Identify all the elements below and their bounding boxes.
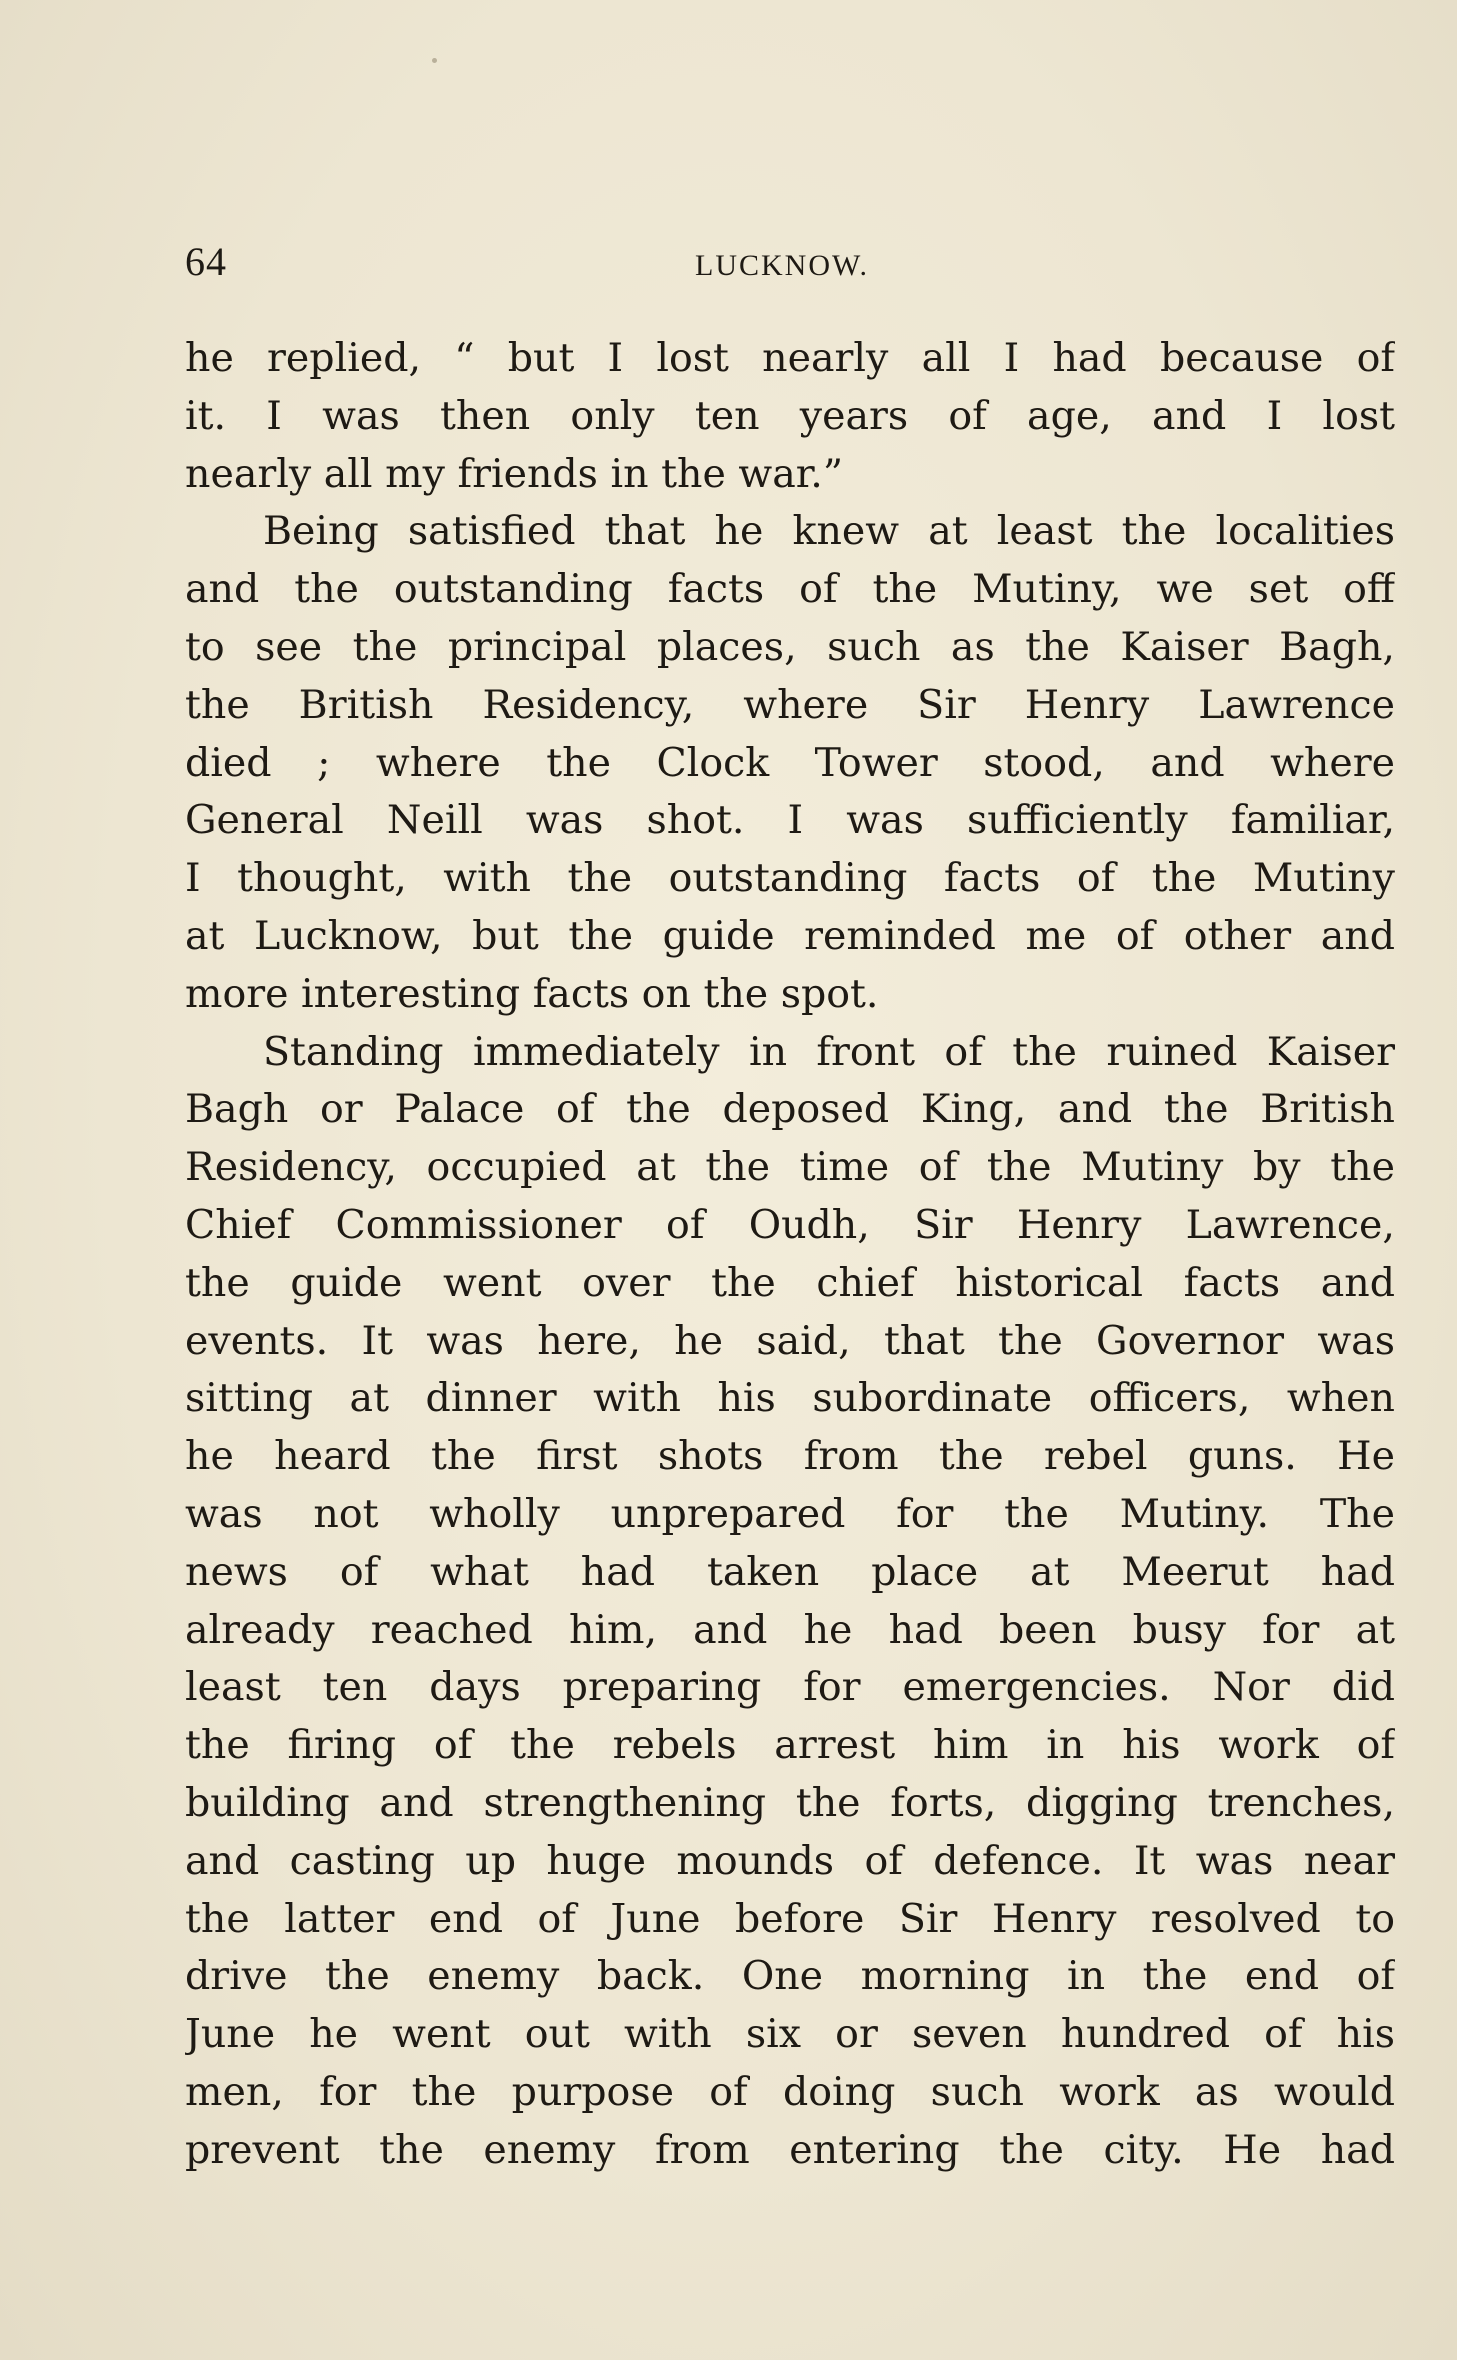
text-line: prevent the enemy from entering the city. He had: [185, 2126, 1395, 2173]
text-line: he heard the first shots from the rebel guns. He: [185, 1433, 1395, 1480]
body-text: [185, 330, 1395, 2180]
text-line: the firing of the rebels arrest him in his work of: [185, 1722, 1395, 1769]
text-line: events. It was here, he said, that the Governor was: [185, 1317, 1395, 1364]
text-line: men, for the purpose of doing such work as would: [185, 2068, 1395, 2115]
text-line: news of what had taken place at Meerut had: [185, 1548, 1395, 1595]
page-number: 64: [185, 239, 227, 284]
text-line: drive the enemy back. One morning in the end of: [185, 1953, 1395, 2000]
text-line: General Neill was shot. I was sufficiently familiar,: [185, 797, 1395, 844]
text-line: more interesting facts on the spot.: [185, 970, 879, 1017]
text-line: he replied, “ but I lost nearly all I had because of: [185, 335, 1395, 381]
text-line: sitting at dinner with his subordinate officers, when: [185, 1375, 1395, 1422]
text-line: Standing immediately in front of the ruined Kaiser: [263, 1028, 1395, 1075]
text-line: June he went out with six or seven hundred of his: [185, 2011, 1395, 2058]
text-line: the British Residency, where Sir Henry Lawrence: [185, 681, 1395, 728]
text-line: was not wholly unprepared for the Mutiny. The: [185, 1490, 1395, 1537]
paper-speck: [432, 58, 437, 63]
running-title: LUCKNOW.: [695, 249, 870, 282]
text-line: Chief Commissioner of Oudh, Sir Henry Lawrence,: [185, 1201, 1395, 1248]
text-line: the guide went over the chief historical facts and: [185, 1259, 1395, 1306]
text-line: building and strengthening the forts, digging trenches,: [185, 1779, 1395, 1826]
text-line: Being satisfied that he knew at least the localities: [263, 508, 1395, 555]
text-line: and the outstanding facts of the Mutiny, we set off: [185, 566, 1395, 613]
text-line: already reached him, and he had been busy for at: [185, 1606, 1395, 1653]
text-line: at Lucknow, but the guide reminded me of other and: [185, 912, 1395, 959]
text-line: Residency, occupied at the time of the Mutiny by the: [185, 1144, 1395, 1191]
text-line: nearly all my friends in the war.”: [185, 450, 844, 497]
text-line: I thought, with the outstanding facts of the Mutiny: [185, 855, 1395, 902]
running-head: [185, 232, 1395, 292]
text-line: the latter end of June before Sir Henry resolved to: [185, 1895, 1395, 1942]
text-line: least ten days preparing for emergencies. Nor did: [185, 1664, 1395, 1711]
text-line: Bagh or Palace of the deposed King, and the British: [185, 1086, 1395, 1133]
text-line: to see the principal places, such as the Kaiser Bagh,: [185, 623, 1395, 670]
text-line: died ; where the Clock Tower stood, and where: [185, 739, 1395, 786]
text-line: and casting up huge mounds of defence. It was near: [185, 1837, 1395, 1884]
text-line: it. I was then only ten years of age, and I lost: [185, 392, 1395, 439]
